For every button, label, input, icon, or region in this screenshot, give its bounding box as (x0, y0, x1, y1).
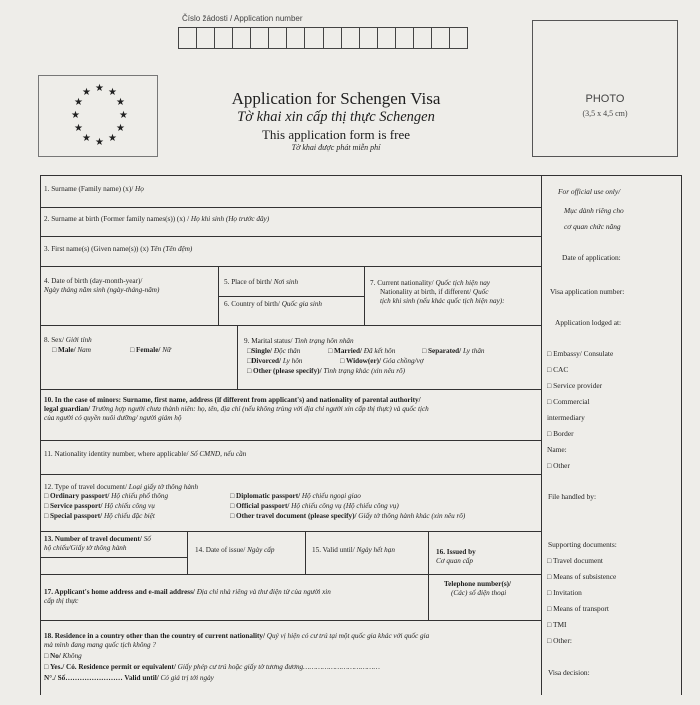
marital-other-option[interactable]: □ Other (please specify)/ Tình trạng khác (xin nêu rõ) (247, 367, 406, 375)
marital-separated-option[interactable]: □ Separated/ Ly thân (422, 347, 485, 355)
field-first-name[interactable]: 3. First name(s) (Given name(s)) (x) Tên (Tên đệm) (44, 245, 193, 253)
checkbox-icon: □ (340, 357, 345, 365)
checkbox-icon: □ (328, 347, 333, 355)
support-travel-doc-option[interactable]: □ Travel document (547, 556, 603, 565)
checkbox-icon: □ (547, 350, 552, 358)
support-transport-option[interactable]: □ Means of transport (547, 604, 609, 613)
application-lodged-label: Application lodged at: (555, 318, 622, 327)
official-use-heading-3: cơ quan chức năng (564, 222, 621, 231)
travel-doc-ordinary-option[interactable]: □ Ordinary passport/ Hộ chiếu phổ thông (44, 492, 169, 500)
support-tmi-option[interactable]: □ TMI (547, 620, 567, 629)
lodged-commercial-option[interactable]: □ Commercial (547, 397, 590, 406)
checkbox-icon: □ (44, 512, 49, 520)
field-valid-until[interactable]: 15. Valid until/ Ngày hết hạn (312, 546, 395, 554)
supporting-documents-label: Supporting documents: (548, 540, 617, 549)
lodged-embassy-option[interactable]: □ Embassy/ Consulate (547, 349, 614, 358)
checkbox-icon: □ (44, 492, 49, 500)
file-handled-label: File handled by: (548, 492, 597, 501)
checkbox-icon: □ (547, 637, 552, 645)
checkbox-icon: □ (547, 430, 552, 438)
eu-flag-logo: ★ ★ ★ ★ ★ ★ ★ ★ ★ ★ ★ ★ (38, 75, 158, 157)
checkbox-icon: □ (547, 462, 552, 470)
checkbox-icon: □ (547, 398, 552, 406)
field-date-of-issue[interactable]: 14. Date of issue/ Ngày cấp (195, 546, 275, 554)
marital-widow-option[interactable]: □ Widow(er)/ Góa chồng/vợ (340, 357, 424, 365)
checkbox-icon: □ (547, 557, 552, 565)
checkbox-icon: □ (547, 382, 552, 390)
checkbox-icon: □ (44, 663, 49, 671)
photo-size: (3,5 x 4,5 cm) (582, 109, 628, 118)
form-title-vi: Tờ khai xin cấp thị thực Schengen (237, 109, 435, 125)
checkbox-icon: □ (547, 366, 552, 374)
application-number-label: Číslo žádosti / Application number (182, 14, 303, 23)
field-home-address[interactable]: 17. Applicant's home address and e-mail address/ Địa chỉ nhà riêng và thư điện tử của người xin cấp thị thực (44, 588, 331, 605)
application-number-boxes[interactable] (178, 27, 468, 49)
lodged-service-provider-option[interactable]: □ Service provider (547, 381, 603, 390)
field-surname[interactable]: 1. Surname (Family name) (x)/ Họ (44, 185, 144, 193)
checkbox-icon: □ (44, 502, 49, 510)
form-free-en: This application form is free (261, 127, 410, 142)
travel-doc-diplomatic-option[interactable]: □ Diplomatic passport/ Hộ chiếu ngoại giao (230, 492, 361, 500)
lodged-other-option[interactable]: □ Other (547, 461, 570, 470)
checkbox-icon: □ (52, 346, 57, 354)
form-title-en: Application for Schengen Visa (231, 89, 441, 108)
checkbox-icon: □ (230, 512, 235, 520)
field-surname-at-birth[interactable]: 2. Surname at birth (Former family names(s)) (x) / Họ khi sinh (Họ trước đây) (44, 215, 270, 223)
form-free-vi: Tờ khai được phát miễn phí (291, 143, 381, 152)
visa-decision-label: Visa decision: (548, 668, 590, 677)
lodged-name-label: Name: (547, 445, 567, 454)
field-sex: 8. Sex/ Giới tính (44, 336, 92, 344)
checkbox-icon: □ (547, 605, 552, 613)
checkbox-icon: □ (247, 367, 252, 375)
field-residence-other-country: 18. Residence in a country other than the country of current nationality/ Quý vị hiện có cư trú tại một quốc gia khác với quốc gia mà mình đang mang quốc tịch không ? (44, 632, 430, 649)
checkbox-icon: □ (547, 573, 552, 581)
checkbox-icon: □ (247, 347, 252, 355)
field-country-of-birth[interactable]: 6. Country of birth/ Quốc gia sinh (224, 300, 323, 308)
sex-female-option[interactable]: □ Female/ Nữ (130, 346, 171, 354)
support-invitation-option[interactable]: □ Invitation (547, 588, 582, 597)
checkbox-icon: □ (130, 346, 135, 354)
field-nationality[interactable]: 7. Current nationality/ Quốc tịch hiện nay Nationality at birth, if different/ Quốc tịch khi sinh (nếu khác quốc tịch hiện nay): (370, 279, 505, 305)
residence-permit-number[interactable]: N°./ Số…………………… Valid until/ Có giá trị tới ngày (44, 674, 214, 682)
travel-doc-special-option[interactable]: □ Special passport/ Hộ chiếu đặc biệt (44, 512, 155, 520)
sex-male-option[interactable]: □ Male/ Nam (52, 346, 91, 354)
field-telephone[interactable]: Telephone number(s)/ (Các) số điện thoại (444, 580, 512, 597)
visa-application-number-label: Visa application number: (550, 287, 625, 296)
support-other-option[interactable]: □ Other: (547, 636, 572, 645)
photo-box[interactable] (532, 20, 678, 157)
residence-no-option[interactable]: □ No/ Không (44, 652, 82, 660)
marital-divorced-option[interactable]: □Divorced/ Ly hôn (247, 357, 303, 365)
marital-single-option[interactable]: □Single/ Độc thân (247, 347, 301, 355)
travel-doc-other-option[interactable]: □ Other travel document (please specify)/ Giấy tờ thông hành khác (xin nêu rõ) (230, 512, 466, 520)
checkbox-icon: □ (230, 502, 235, 510)
lodged-commercial-line2: intermediary (547, 413, 585, 422)
field-place-of-birth[interactable]: 5. Place of birth/ Nơi sinh (224, 278, 299, 286)
official-use-heading-2: Mục dành riêng cho (564, 206, 624, 215)
photo-label: PHOTO (585, 93, 625, 105)
checkbox-icon: □ (422, 347, 427, 355)
support-subsistence-option[interactable]: □ Means of subsistence (547, 572, 617, 581)
date-of-application-label: Date of application: (562, 253, 621, 262)
lodged-cac-option[interactable]: □ CAC (547, 365, 569, 374)
field-travel-document-number[interactable]: 13. Number of travel document/ Số hộ chiếu/Giấy tờ thông hành (44, 535, 151, 552)
field-minor-guardian[interactable]: 10. In the case of minors: Surname, first name, address (if different from applicant's) and nationality of parental authority/ legal guardian/ Trường hợp người chưa thành niên: họ, tên, địa chỉ (nếu không trùng với địa chỉ người xin cấp thị thực) và quốc tịch của người có quyền nuôi dưỡng/ người giám hộ (44, 396, 429, 422)
residence-yes-option[interactable]: □ Yes./ Có. Residence permit or equivalent/ Giấy phép cư trú hoặc giấy tờ tương đương……………………………… (44, 663, 380, 671)
travel-doc-official-option[interactable]: □ Official passport/ Hộ chiếu công vụ (Hộ chiếu công vụ) (230, 502, 399, 510)
official-use-heading-1: For official use only/ (558, 187, 621, 196)
checkbox-icon: □ (44, 652, 49, 660)
field-travel-document-type: 12. Type of travel document/ Loại giấy tờ thông hành (44, 483, 199, 491)
field-issued-by[interactable]: 16. Issued by Cơ quan cấp (436, 548, 476, 565)
checkbox-icon: □ (547, 621, 552, 629)
field-national-id[interactable]: 11. Nationality identity number, where applicable/ Số CMND, nếu cần (44, 450, 247, 458)
travel-doc-service-option[interactable]: □ Service passport/ Hộ chiếu công vụ (44, 502, 155, 510)
checkbox-icon: □ (547, 589, 552, 597)
field-date-of-birth[interactable]: 4. Date of birth (day-month-year)/ Ngày tháng năm sinh (ngày-tháng-năm) (44, 277, 160, 294)
checkbox-icon: □ (247, 357, 252, 365)
marital-married-option[interactable]: □ Married/ Đã kết hôn (328, 347, 396, 355)
lodged-border-option[interactable]: □ Border (547, 429, 574, 438)
field-marital-status: 9. Marital status/ Tình trạng hôn nhân (244, 337, 354, 345)
checkbox-icon: □ (230, 492, 235, 500)
